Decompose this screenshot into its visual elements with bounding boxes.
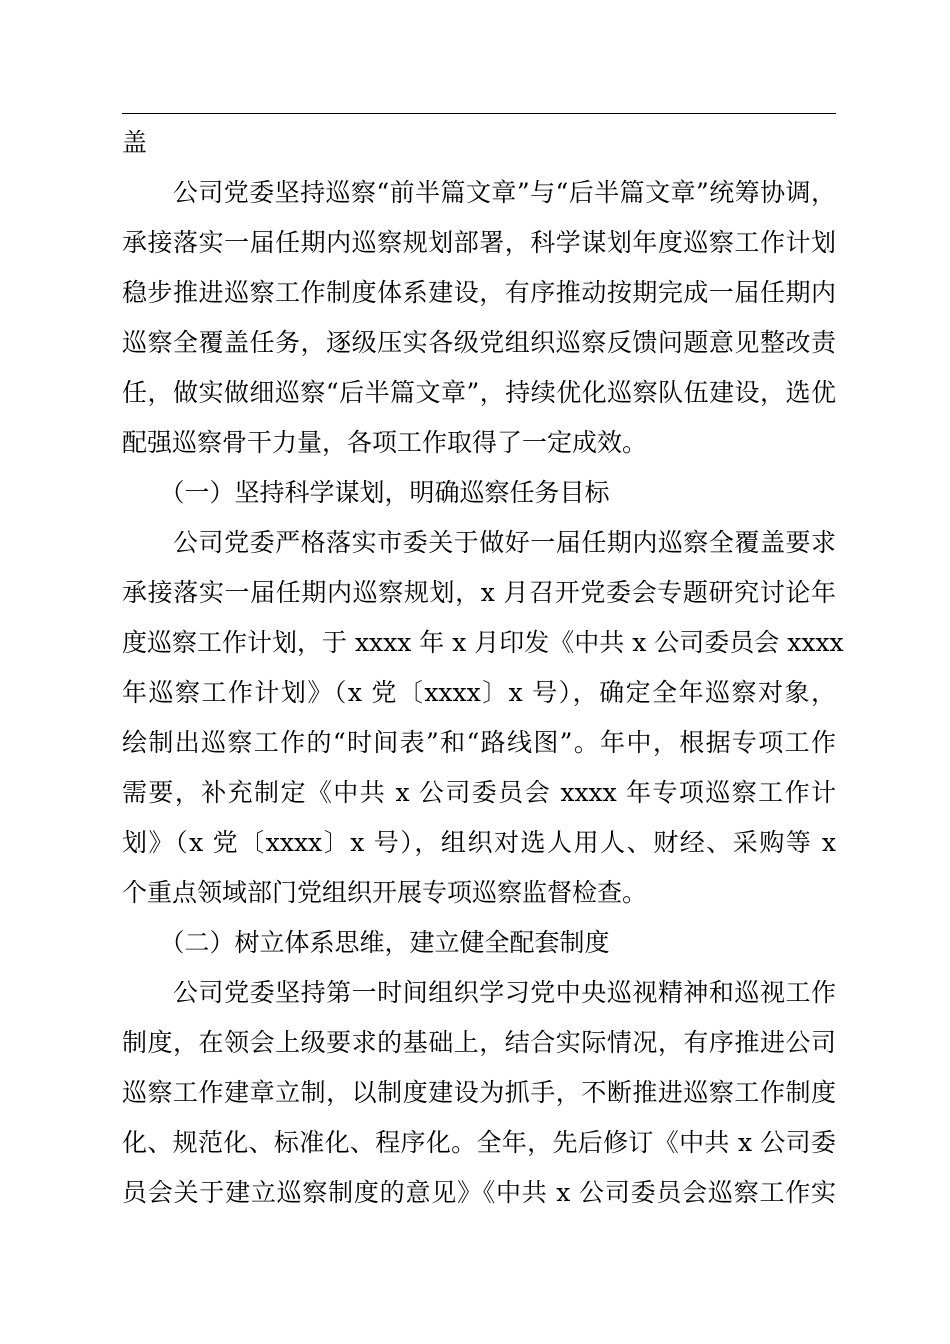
header-rule — [122, 113, 836, 114]
text-line: 年巡察工作计划》（x 党〔xxxx〕x 号），确定全年巡察对象， — [122, 678, 836, 707]
text-line: 划》（x 党〔xxxx〕x 号），组织对选人用人、财经、采购等 x — [122, 828, 836, 857]
text-line: 公司党委坚持第一时间组织学习党中央巡视精神和巡视工作 — [122, 978, 836, 1007]
text-line: 稳步推进巡察工作制度体系建设，有序推动按期完成一届任期内 — [122, 278, 836, 307]
text-line: 盖 — [122, 128, 148, 157]
text-line: 个重点领域部门党组织开展专项巡察监督检查。 — [122, 878, 648, 907]
section-heading: （二）树立体系思维，建立健全配套制度 — [122, 928, 610, 957]
text-line: 任，做实做细巡察“后半篇文章”，持续优化巡察队伍建设，选优 — [122, 378, 836, 407]
text-line: 度巡察工作计划，于 xxxx 年 x 月印发《中共 x 公司委员会 xxxx — [122, 628, 844, 657]
text-line: 巡察工作建章立制，以制度建设为抓手，不断推进巡察工作制度 — [122, 1078, 836, 1107]
text-line: 绘制出巡察工作的“时间表”和“路线图”。年中，根据专项工作 — [122, 728, 836, 757]
text-line: 公司党委严格落实市委关于做好一届任期内巡察全覆盖要求 — [122, 528, 836, 557]
text-line: 员会关于建立巡察制度的意见》《中共 x 公司委员会巡察工作实 — [122, 1178, 836, 1207]
text-line: 公司党委坚持巡察“前半篇文章”与“后半篇文章”统筹协调， — [122, 178, 836, 207]
text-line: 承接落实一届任期内巡察规划，x 月召开党委会专题研究讨论年 — [122, 578, 836, 607]
text-line: 巡察全覆盖任务，逐级压实各级党组织巡察反馈问题意见整改责 — [122, 328, 836, 357]
text-line: 化、规范化、标准化、程序化。全年，先后修订《中共 x 公司委 — [122, 1128, 836, 1157]
text-line: 配强巡察骨干力量，各项工作取得了一定成效。 — [122, 428, 648, 457]
text-line: 承接落实一届任期内巡察规划部署，科学谋划年度巡察工作计划 — [122, 228, 836, 257]
section-heading: （一）坚持科学谋划，明确巡察任务目标 — [122, 478, 610, 507]
text-line: 制度，在领会上级要求的基础上，结合实际情况，有序推进公司 — [122, 1028, 836, 1057]
text-line: 需要，补充制定《中共 x 公司委员会 xxxx 年专项巡察工作计 — [122, 778, 836, 807]
